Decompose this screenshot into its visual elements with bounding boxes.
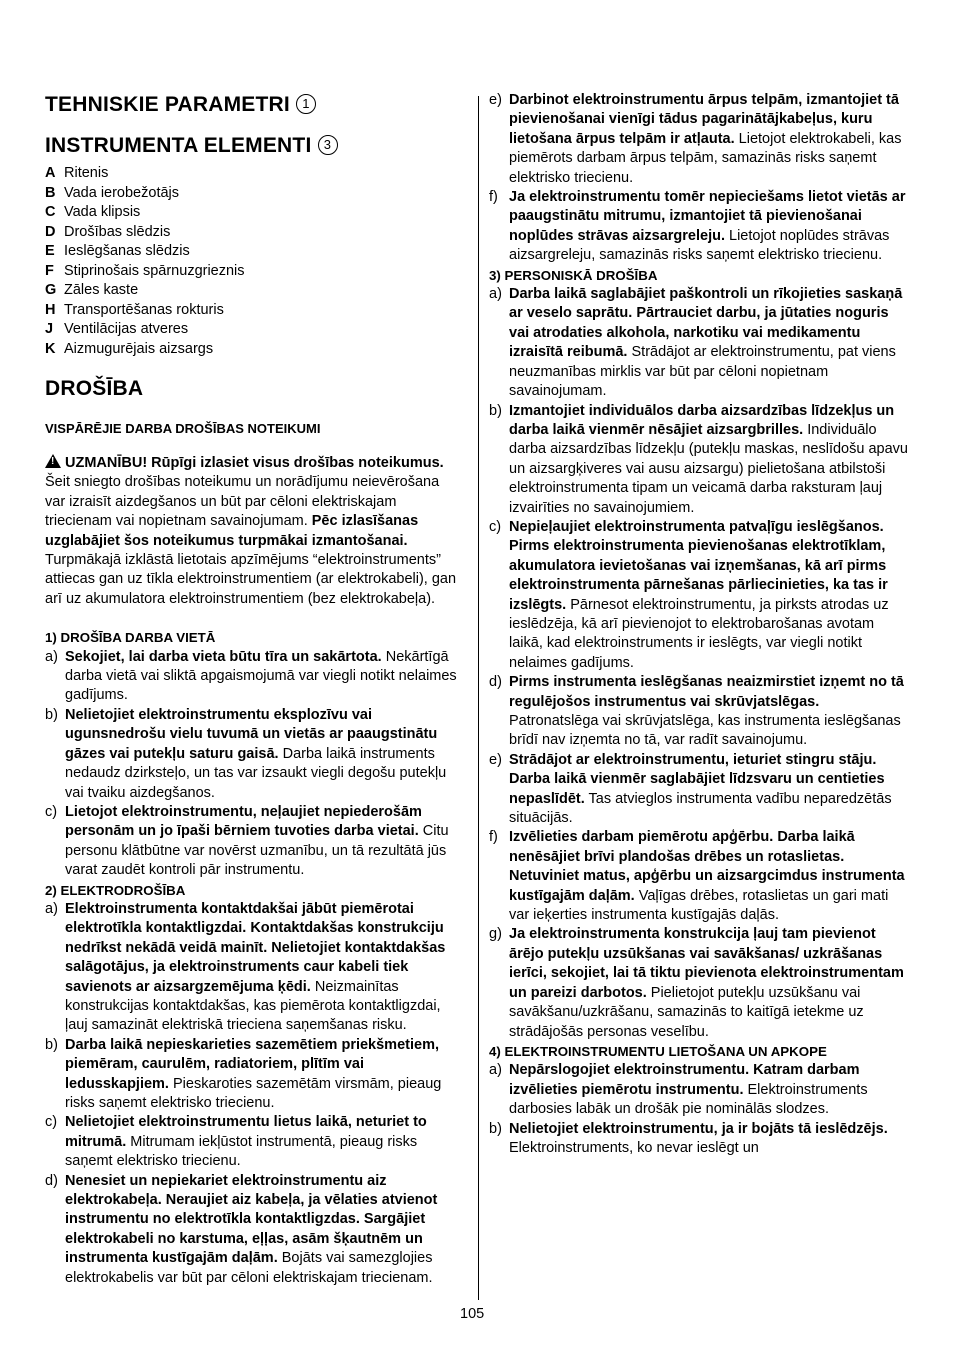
legend-item xyxy=(45,262,463,282)
item-letter: a) xyxy=(489,1062,502,1079)
legend-label: Stiprinošais spārnuzgrieznis xyxy=(64,262,245,279)
item-text: Tas atvieglos instrumenta vadību neparedzētās situācijās. xyxy=(509,790,892,827)
section-1-title: 1) DROŠĪBA DARBA VIETĀ xyxy=(45,630,216,646)
item-letter: e) xyxy=(489,92,502,108)
legend-item xyxy=(45,281,463,301)
item-letter: a) xyxy=(45,648,58,665)
legend-label: Ventilācijas atveres xyxy=(64,321,189,337)
s3-item-d xyxy=(489,673,911,751)
legend-item xyxy=(45,320,463,340)
s1-item-b xyxy=(45,706,463,803)
legend-item xyxy=(45,184,463,204)
general-safety-title: VISPĀRĒJIE DARBA DROŠĪBAS NOTEIKUMI xyxy=(45,421,321,436)
legend-key: C xyxy=(45,204,56,220)
warning-paragraph xyxy=(45,454,463,609)
legend-key: E xyxy=(45,243,55,259)
heading-text: INSTRUMENTA ELEMENTI xyxy=(45,134,312,157)
item-letter: c) xyxy=(489,518,502,535)
component-legend xyxy=(45,164,463,359)
item-letter: c) xyxy=(45,803,58,820)
figure-ref-badge: 1 xyxy=(296,94,316,114)
legend-item xyxy=(45,301,463,321)
item-letter: a) xyxy=(489,286,502,303)
item-letter: d) xyxy=(489,674,502,691)
s3-item-b xyxy=(489,402,911,518)
s2-item-a xyxy=(45,900,463,1036)
s2-item-f xyxy=(489,188,911,266)
item-bold: Elektroinstrumenta kontaktdakšai jābūt piemērotai elektrotīkla kontaktligzdai. Kontaktdakšas konstrukciju nedrīkst nekādā veidā mainīt. Nelietojiet kontaktdakšas salāgotājus, ja elektroinstruments caur kabeli tiek savienots ar aizsargzemējuma ķēdi. xyxy=(65,900,446,995)
item-text: Strādājot ar elektroinstrumentu, pat viens neuzmanības mirklis var būt par cēloni nopietnam savainojumam. xyxy=(509,344,896,400)
item-letter: g) xyxy=(489,926,502,943)
item-letter: c) xyxy=(45,1114,58,1131)
s2-item-c xyxy=(45,1113,463,1171)
item-bold: Izvēlieties darbam piemērotu apģērbu. Darba laikā nenēsājiet brīvi plandošas drēbes un rotaslietas. Netuviniet matus, apģērbu un aizsargcimdus instrumenta kustīgajām daļām. xyxy=(509,829,905,904)
item-text: Citu personu klātbūtne var novērst uzmanību, un tā rezultātā jūs varat zaudēt kontroli pār instrumentu. xyxy=(65,823,449,879)
item-text: Pielietojot putekļu uzsūkšanu vai savākšanu/uzkrāšanu, samazinās to kaitīgā ietekme uz strādājošās personas veselību. xyxy=(509,984,864,1040)
s1-item-c xyxy=(45,803,463,881)
item-letter: b) xyxy=(489,402,502,419)
section-2-title: 2) ELEKTRODROŠĪBA xyxy=(45,882,186,898)
s3-item-g xyxy=(489,925,911,1041)
item-text: Pārnesot elektroinstrumentu, ja pirksts atrodas uz ieslēdzēja, kā arī pievienojot to elektrobarošanas avotam laikā, kad elektroinstruments ir ieslēgts, var viegli notikt nelaimes gadījums. xyxy=(509,596,889,671)
item-bold: Darba laikā saglabājiet paškontroli un rīkojieties saskaņā ar veselo saprātu. Pārtrauciet darbu, ja jūtaties noguris vai atrodaties alkohola, narkotiku vai medikamentu izraisītā reibumā. xyxy=(509,286,903,361)
legend-key: A xyxy=(45,165,56,181)
item-letter: b) xyxy=(489,1120,502,1137)
right-column-text xyxy=(489,91,911,1158)
item-letter: f) xyxy=(489,189,498,206)
legend-key: F xyxy=(45,262,54,279)
item-text: Nekārtīgā darba vietā vai sliktā apgaismojumā var viegli notikt nelaimes gadījums. xyxy=(65,648,457,704)
item-bold: Nelietojiet elektroinstrumentu lietus laikā, neturiet to mitrumā. xyxy=(65,1114,427,1150)
left-column-text xyxy=(45,454,463,1288)
item-text: Bojāts vai samezglojies elektrokabelis var būt par cēloni elektriskajam triecienam. xyxy=(65,1250,433,1286)
s4-item-a xyxy=(489,1061,911,1119)
legend-label: Aizmugurējais aizsargs xyxy=(64,340,214,357)
item-bold: Sekojiet, lai darba vieta būtu tīra un sakārtota. xyxy=(65,648,382,665)
item-bold: Ja elektroinstrumenta konstrukcija ļauj tam pievienot ārējo putekļu uzsūkšanas vai savākšanas/ uzkrāšanas ierīci, sekojiet, lai tā tiktu pievienota elektroinstrumentam un pareizi darbotos. xyxy=(509,926,904,1001)
warning-text-2: Turpmākajā izklāstā lietotais apzīmējums “elektroinstruments” attiecas gan uz tīkla elektroinstrumentiem (ar elektrokabeli), gan arī uz akumulatora elektroinstrumentiem (bez elektrokabeļa). xyxy=(45,552,457,607)
item-letter: d) xyxy=(45,1172,58,1189)
s2-item-e xyxy=(489,91,911,188)
item-bold: Nelietojiet elektroinstrumentu eksplozīvu vai ugunsnedrošu vielu tuvumā un vietās ar paaugstinātu gāzes vai putekļu saturu gaisā. xyxy=(65,706,438,762)
item-text: Elektroinstruments darbosies labāk un drošāk pie nominālās slodzes. xyxy=(509,1081,868,1118)
item-bold: Nepieļaujiet elektroinstrumenta patvaļīgu ieslēgšanos. Pirms elektroinstrumenta pievienošanas elektrotīklam, akumulatora ievietošanas vai izņemšanas, kā arī pirms elektroinstrumenta pārnešanas pārliecinieties, ka tas ir izslēgts. xyxy=(509,518,888,613)
item-bold: Darbinot elektroinstrumentu ārpus telpām, izmantojiet tā pievienošanai vienīgi tādus pagarinātājkabeļus, kuru lietošana ārpus telpām ir atļauta. xyxy=(509,92,899,147)
warning-text-1: Šeit sniegto drošības noteikumu un norādījumu neievērošana var izraisīt aizdegšanos un būt par cēloni elektriskajam triecienam vai nopietnam savainojumam. xyxy=(45,474,440,530)
item-text: Elektroinstruments, ko nevar ieslēgt un xyxy=(509,1139,759,1156)
item-text: Darba laikā instruments nedaudz dzirksteļo, un tas var izsaukt viegli degošu putekļu vai tvaiku aizdegšanos. xyxy=(65,745,447,801)
s3-item-f xyxy=(489,828,911,925)
legend-label: Ieslēgšanas slēdzis xyxy=(64,243,190,259)
legend-item xyxy=(45,340,463,360)
item-bold: Nepārslogojiet elektroinstrumentu. Katram darbam izvēlieties piemērotu instrumentu. xyxy=(509,1062,860,1098)
legend-key: K xyxy=(45,340,56,357)
warning-triangle-icon xyxy=(45,454,61,468)
item-bold: Ja elektroinstrumentu tomēr nepieciešams lietot vietās ar paaugstinātu mitrumu, izmantojiet tā pievienošanai noplūdes strāvas aizsargreleju. xyxy=(509,189,906,244)
page-number: 105 xyxy=(460,1306,485,1322)
heading-tool-elements xyxy=(45,134,338,158)
s4-item-b xyxy=(489,1120,911,1159)
legend-key: G xyxy=(45,282,57,298)
warning-bold-1: UZMANĪBU! Rūpīgi izlasiet visus drošības noteikumus. xyxy=(65,455,444,471)
s3-item-a xyxy=(489,285,911,401)
legend-key: J xyxy=(45,321,54,337)
legend-label: Vada klipsis xyxy=(64,204,141,220)
legend-key: B xyxy=(45,184,56,201)
s3-item-c xyxy=(489,518,911,673)
item-bold: Pirms instrumenta ieslēgšanas neaizmirstiet izņemt no tā regulējošos instrumentus vai skrūvjatslēgas. xyxy=(509,674,904,710)
item-letter: f) xyxy=(489,829,498,846)
item-letter: b) xyxy=(45,1036,58,1053)
warning-bold-2: Pēc izlasīšanas uzglabājiet šos noteikumus turpmākai izmantošanai. xyxy=(45,513,419,549)
item-text: Vaļīgas drēbes, rotaslietas un gari mati var ieķerties instrumenta kustīgajās daļās. xyxy=(509,887,889,924)
item-bold: Lietojot elektroinstrumentu, neļaujiet nepiederošām personām un jo īpaši bērniem tuvoties darba vietai. xyxy=(65,803,422,840)
item-bold: Strādājot ar elektroinstrumentu, ieturiet stingru stāju. Darba laikā vienmēr saglabājiet līdzsvaru un centieties nepaslīdēt. xyxy=(509,751,885,807)
legend-label: Drošības slēdzis xyxy=(64,223,171,240)
legend-item xyxy=(45,242,463,262)
section-4-title: 4) ELEKTROINSTRUMENTU LIETOŠANA UN APKOPE xyxy=(489,1043,827,1059)
item-text: Individuālo darba aizsardzības līdzekļu (putekļu maskas, neslīdošu apavu un aizsargķiveres vai ausu aizsargu) pielietošana atbilstoši elektroinstrumenta tipam un veicamā darba raksturam ļauj izvairīties no savainojumiem. xyxy=(509,421,908,516)
item-bold: Darba laikā nepieskarieties sazemētiem priekšmetiem, piemēram, caurulēm, radiatoriem, plītīm vai ledusskapjiem. xyxy=(65,1036,439,1092)
legend-key: D xyxy=(45,223,56,240)
item-letter: e) xyxy=(489,751,502,768)
item-text: Neizmainītas konstrukcijas kontaktdakšas, kas piemērota kontaktligzdai, ļauj samazināt elektriskā trieciena saņemšanas risku. xyxy=(65,978,441,1034)
legend-label: Ritenis xyxy=(64,165,109,181)
item-text: Pieskaroties sazemētām virsmām, pieaug risks saņemt elektrisko triecienu. xyxy=(65,1075,442,1111)
legend-item xyxy=(45,164,463,184)
s2-item-b xyxy=(45,1036,463,1114)
heading-safety: DROŠĪBA xyxy=(45,377,144,400)
section-3-title: 3) PERSONISKĀ DROŠĪBA xyxy=(489,267,658,283)
column-divider xyxy=(478,96,479,1300)
item-letter: a) xyxy=(45,900,58,917)
item-text: Lietojot noplūdes strāvas aizsargreleju, samazinās risks saņemt elektrisko triecienu. xyxy=(509,227,890,264)
item-text: Patronatslēga vai skrūvjatslēga, kas instrumenta ieslēgšanas brīdī nav izņemta no tā, var radīt savainojumu. xyxy=(509,713,901,749)
item-bold: Izmantojiet individuālos darba aizsardzības līdzekļus un darba laikā vienmēr nēsājiet aizsargbrilles. xyxy=(509,402,895,438)
item-letter: b) xyxy=(45,706,58,723)
figure-ref-badge: 3 xyxy=(318,135,338,155)
legend-label: Transportēšanas rokturis xyxy=(64,301,224,318)
s2-item-d xyxy=(45,1172,463,1288)
item-text: Lietojot elektrokabeli, kas piemērots darbam ārpus telpām, samazinās risks saņemt elektrisko triecienu. xyxy=(509,130,902,186)
s3-item-e xyxy=(489,751,911,829)
item-text: Mitrumam iekļūstot instrumentā, pieaug risks saņemt elektrisko triecienu. xyxy=(65,1133,418,1170)
item-bold: Nelietojiet elektroinstrumentu, ja ir bojāts tā ieslēdzējs. xyxy=(509,1120,888,1137)
legend-item xyxy=(45,223,463,243)
heading-technical-parameters xyxy=(45,93,316,117)
legend-key: H xyxy=(45,301,56,318)
legend-label: Zāles kaste xyxy=(64,282,139,298)
item-bold: Nenesiet un nepiekariet elektroinstrumentu aiz elektrokabeļa. Neraujiet aiz kabeļa, ja vēlaties atvienot instrumentu no elektrotīkla kontaktligzdas. Sargājiet elektrokabeli no karstuma, eļļas, asām šķautnēm un instrumenta kustīgajām daļām. xyxy=(65,1172,438,1267)
legend-item xyxy=(45,203,463,223)
s1-item-a xyxy=(45,648,463,706)
heading-text: TEHNISKIE PARAMETRI xyxy=(45,93,290,116)
legend-label: Vada ierobežotājs xyxy=(64,184,180,201)
